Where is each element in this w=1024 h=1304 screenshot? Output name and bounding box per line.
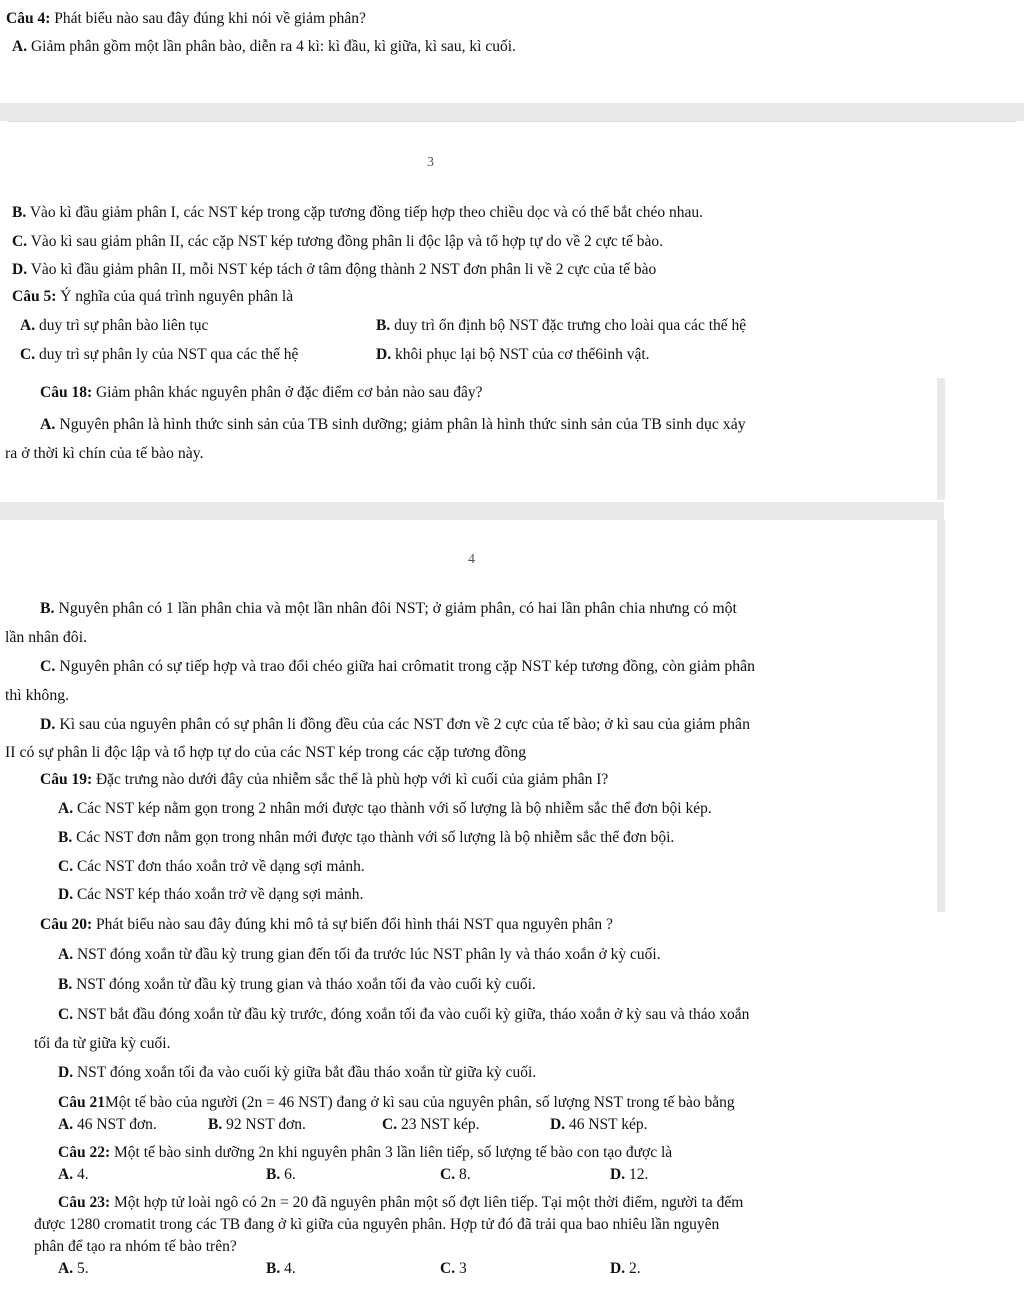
q5-d-text: khôi phục lại bộ NST của cơ thể6inh vật. <box>394 346 650 363</box>
q22-option-d <box>610 1166 648 1184</box>
q4-option-b <box>12 204 703 222</box>
q23-option-a <box>58 1260 89 1278</box>
q5-option-c <box>20 346 298 364</box>
q21-a-text: 46 NST đơn. <box>76 1116 157 1133</box>
q23-a-key: A. <box>58 1260 74 1277</box>
q18-label: Câu 18: <box>40 384 93 401</box>
q4-option-c <box>12 233 663 251</box>
q22-option-c <box>440 1166 471 1184</box>
q20-a-key: A. <box>58 946 74 963</box>
page-side-edge-2 <box>937 520 945 912</box>
q4-option-a <box>12 38 516 56</box>
q22-c-text: 8. <box>458 1166 471 1183</box>
q4-c-text: Vào kì sau giảm phân II, các cặp NST kép tương đồng phân li độc lập và tổ hợp tự do về 2 cực tế bào. <box>30 233 663 250</box>
q4-d-key: D. <box>12 261 28 278</box>
q23-stem-line3: phân để tạo ra nhóm tế bào trên? <box>34 1238 237 1255</box>
q21-option-c <box>382 1116 479 1134</box>
q5-d-key: D. <box>376 346 392 363</box>
q18-d-key: D. <box>40 716 56 733</box>
q5-c-key: C. <box>20 346 36 363</box>
q20-option-d <box>58 1064 536 1082</box>
q21-option-a <box>58 1116 157 1134</box>
q22-a-text: 4. <box>76 1166 89 1183</box>
q19-b-text: Các NST đơn nằm gọn trong nhân mới được tạo thành với số lượng là bộ nhiễm sắc thể đơn bội. <box>76 829 675 846</box>
q4-a-key: A. <box>12 38 28 55</box>
q4-b-text: Vào kì đầu giảm phân I, các NST kép trong cặp tương đồng tiếp hợp theo chiều dọc và có thể bắt chéo nhau. <box>29 204 703 221</box>
q20-option-c-line1 <box>58 1006 749 1024</box>
q21-d-key: D. <box>550 1116 566 1133</box>
q23-c-text: 3 <box>458 1260 467 1277</box>
q5-b-key: B. <box>376 317 391 334</box>
q19-a-key: A. <box>58 800 74 817</box>
q19-d-key: D. <box>58 886 74 903</box>
page-number-3: 3 <box>427 155 434 170</box>
q5-option-a <box>20 317 208 335</box>
q23-stem-line2: được 1280 cromatit trong các TB đang ở kì giữa của nguyên phân. Hợp tử đó đã trải qua bao nhiêu lần nguyên <box>34 1216 720 1233</box>
q19-option-d <box>58 886 363 904</box>
q23-option-c <box>440 1260 467 1278</box>
q18-option-a-line1 <box>40 416 746 434</box>
q23-b-key: B. <box>266 1260 281 1277</box>
q19-c-key: C. <box>58 858 74 875</box>
q18-d-text-1: Kì sau của nguyên phân có sự phân li đồng đều của các NST đơn về 2 cực của tế bào; ở kì sau của giảm phân <box>59 716 750 733</box>
q23-d-key: D. <box>610 1260 626 1277</box>
page-gap-1 <box>0 103 1024 121</box>
q18-option-c-line1 <box>40 658 755 676</box>
q5-option-b <box>376 317 746 335</box>
q5-c-text: duy trì sự phân ly của NST qua các thế hệ <box>38 346 299 363</box>
page-side-edge <box>937 378 945 500</box>
q18-b-text-1: Nguyên phân có 1 lần phân chia và một lần nhân đôi NST; ở giảm phân, có hai lần phân chia nhưng có một <box>58 600 737 617</box>
q18-option-b-line2: lần nhân đôi. <box>5 629 88 646</box>
q4-a-text: Giảm phân gồm một lần phân bào, diễn ra 4 kì: kì đầu, kì giữa, kì sau, kì cuối. <box>30 38 516 55</box>
q20-option-c-line2: tối đa từ giữa kỳ cuối. <box>34 1035 171 1052</box>
q18-option-d-line1 <box>40 716 750 734</box>
q22-c-key: C. <box>440 1166 456 1183</box>
q23-c-key: C. <box>440 1260 456 1277</box>
q20-b-text: NST đóng xoắn từ đầu kỳ trung gian và tháo xoắn tối đa vào cuối kỳ cuối. <box>76 976 536 993</box>
q5-option-d <box>376 346 650 364</box>
q20-b-key: B. <box>58 976 73 993</box>
q20-option-b <box>58 976 536 994</box>
q21-text: Một tế bào của người (2n = 46 NST) đang ở kì sau của nguyên phân, số lượng NST trong tế bào bằng <box>104 1094 735 1111</box>
q20-d-key: D. <box>58 1064 74 1081</box>
q18-option-c-line2: thì không. <box>5 687 70 704</box>
q23-text-1: Một hợp tử loài ngô có 2n = 20 đã nguyên phân một số đợt liên tiếp. Tại một thời điểm, người ta đếm <box>113 1194 744 1211</box>
q19-c-text: Các NST đơn tháo xoắn trở về dạng sợi mảnh. <box>76 858 365 875</box>
q18-option-a-line2: ra ở thời kì chín của tế bào này. <box>5 445 204 462</box>
q18-text: Giảm phân khác nguyên phân ở đặc điểm cơ bản nào sau đây? <box>95 384 483 401</box>
q22-d-text: 12. <box>628 1166 649 1183</box>
q22-stem <box>58 1144 672 1162</box>
q18-option-d-line2: II có sự phân li độc lập và tổ hợp tự do của các NST kép trong các cặp tương đồng <box>5 744 527 761</box>
page-number-4: 4 <box>468 552 475 567</box>
q22-option-b <box>266 1166 296 1184</box>
q22-d-key: D. <box>610 1166 626 1183</box>
q22-a-key: A. <box>58 1166 74 1183</box>
q20-text: Phát biểu nào sau đây đúng khi mô tả sự biến đổi hình thái NST qua nguyên phân ? <box>95 916 613 933</box>
q23-option-b <box>266 1260 296 1278</box>
q21-b-key: B. <box>208 1116 223 1133</box>
q23-b-text: 4. <box>284 1260 296 1277</box>
q21-option-d <box>550 1116 647 1134</box>
q20-label: Câu 20: <box>40 916 93 933</box>
q19-option-b <box>58 829 674 847</box>
q4-option-d <box>12 261 656 279</box>
q19-text: Đặc trưng nào dưới đây của nhiễm sắc thể là phù hợp với kì cuối của giảm phân I? <box>95 771 609 788</box>
q23-d-text: 2. <box>628 1260 641 1277</box>
q21-c-key: C. <box>382 1116 398 1133</box>
q19-option-c <box>58 858 365 876</box>
q19-d-text: Các NST kép tháo xoắn trở về dạng sợi mảnh. <box>76 886 364 903</box>
q18-a-text-1: Nguyên phân là hình thức sinh sản của TB sinh dưỡng; giảm phân là hình thức sinh sản của TB sinh dục xảy <box>59 416 746 433</box>
q5-a-text: duy trì sự phân bào liên tục <box>38 317 209 334</box>
q4-c-key: C. <box>12 233 28 250</box>
q4-stem <box>6 10 366 28</box>
q19-option-a <box>58 800 712 818</box>
q4-d-text: Vào kì đầu giảm phân II, mỗi NST kép tách ở tâm động thành 2 NST đơn phân li về 2 cực của tế bào <box>30 261 657 278</box>
q18-c-key: C. <box>40 658 56 675</box>
q22-option-a <box>58 1166 89 1184</box>
q18-b-key: B. <box>40 600 55 617</box>
q5-label: Câu 5: <box>12 288 57 305</box>
q20-c-text-1: NST bắt đầu đóng xoắn từ đầu kỳ trước, đóng xoắn tối đa vào cuối kỳ giữa, tháo xoắn ở kỳ sau và tháo xoắn <box>76 1006 750 1023</box>
q20-c-key: C. <box>58 1006 74 1023</box>
q21-b-text: 92 NST đơn. <box>226 1116 306 1133</box>
q18-option-b-line1 <box>40 600 737 618</box>
q20-d-text: NST đóng xoắn tối đa vào cuối kỳ giữa bắt đầu tháo xoắn từ giữa kỳ cuối. <box>76 1064 537 1081</box>
q21-stem <box>58 1094 735 1112</box>
q5-stem <box>12 288 293 306</box>
q19-a-text: Các NST kép nằm gọn trong 2 nhân mới được tạo thành với số lượng là bộ nhiễm sắc thể đơn bội kép. <box>76 800 712 817</box>
q18-stem <box>40 384 483 402</box>
q22-b-text: 6. <box>284 1166 296 1183</box>
q23-a-text: 5. <box>76 1260 89 1277</box>
q5-a-key: A. <box>20 317 36 334</box>
q19-stem <box>40 771 608 789</box>
q21-a-key: A. <box>58 1116 74 1133</box>
q5-b-text: duy trì ổn định bộ NST đặc trưng cho loài qua các thế hệ <box>394 317 747 334</box>
q19-label: Câu 19: <box>40 771 93 788</box>
q4-text: Phát biểu nào sau đây đúng khi nói về giảm phân? <box>54 10 366 27</box>
q21-label: Câu 21 <box>58 1094 105 1111</box>
q20-option-a <box>58 946 661 964</box>
q4-b-key: B. <box>12 204 27 221</box>
q19-b-key: B. <box>58 829 73 846</box>
q22-label: Câu 22: <box>58 1144 111 1161</box>
q21-option-b <box>208 1116 306 1134</box>
q18-a-key: A. <box>40 416 56 433</box>
q20-stem <box>40 916 613 934</box>
q23-label: Câu 23: <box>58 1194 111 1211</box>
q21-d-text: 46 NST kép. <box>568 1116 648 1133</box>
q20-a-text: NST đóng xoắn từ đầu kỳ trung gian đến tối đa trước lúc NST phân ly và tháo xoắn ở kỳ cuối. <box>76 946 661 963</box>
q23-option-d <box>610 1260 641 1278</box>
q4-label: Câu 4: <box>6 10 51 27</box>
q5-text: Ý nghĩa của quá trình nguyên phân là <box>60 288 294 305</box>
q23-stem-line1 <box>58 1194 743 1212</box>
q21-c-text: 23 NST kép. <box>400 1116 480 1133</box>
page-gap-2 <box>0 502 944 520</box>
q22-text: Một tế bào sinh dưỡng 2n khi nguyên phân 3 lần liên tiếp, số lượng tế bào con tạo được là <box>113 1144 673 1161</box>
q22-b-key: B. <box>266 1166 281 1183</box>
q18-c-text-1: Nguyên phân có sự tiếp hợp và trao đổi chéo giữa hai crômatit trong cặp NST kép tương đồng, còn giảm phân <box>59 658 756 675</box>
page-top-edge-1 <box>8 121 1016 122</box>
